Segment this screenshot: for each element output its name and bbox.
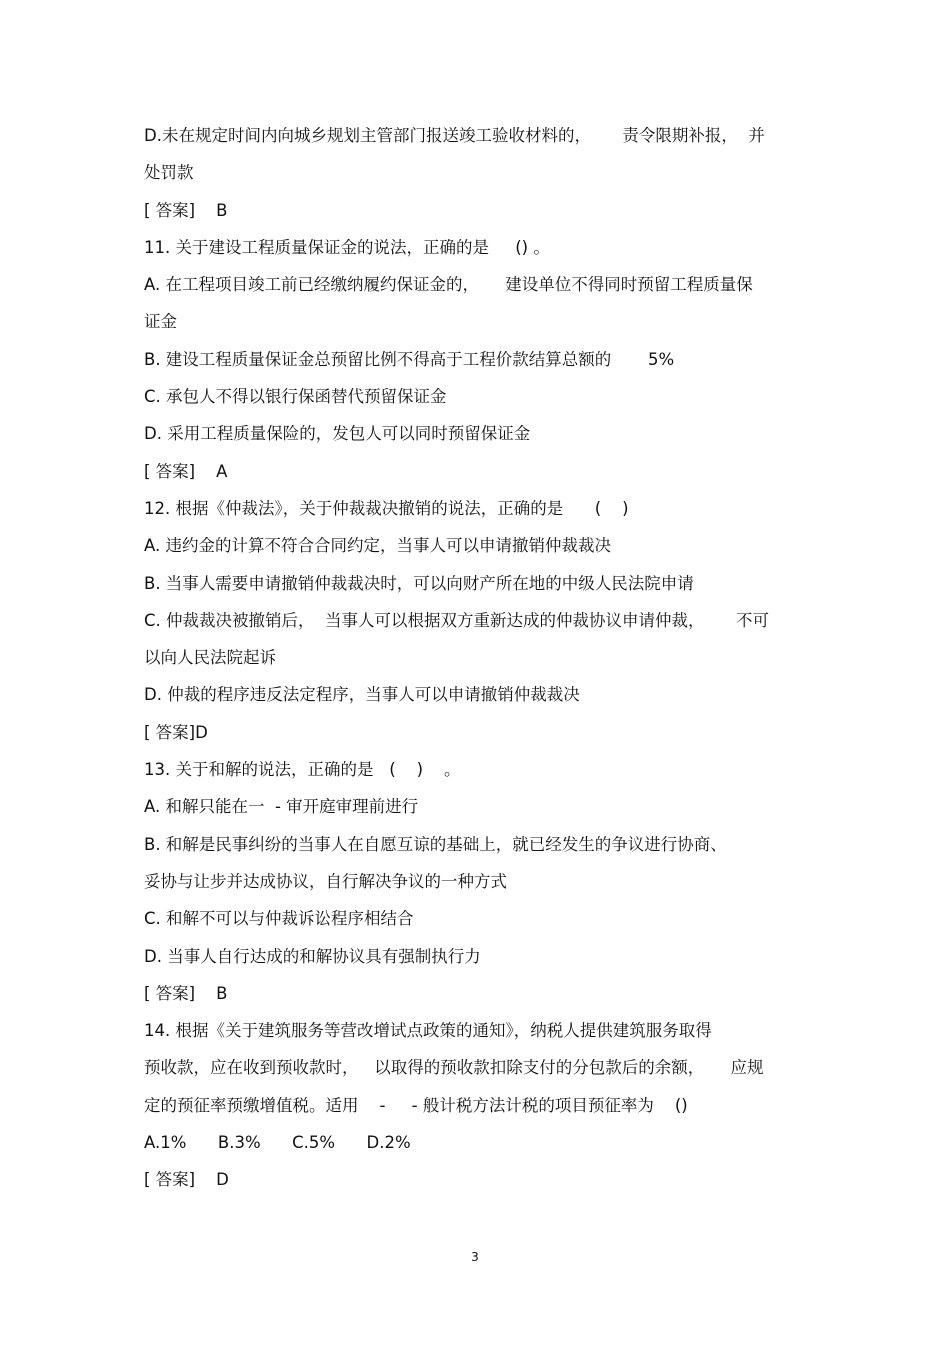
option-line: A.1% B.3% C.5% D.2%	[144, 1133, 411, 1153]
page-content	[144, 117, 824, 1199]
option-line: A. 和解只能在一 - 审开庭审理前进行	[144, 797, 419, 817]
question-line: 14. 根据《关于建筑服务等营改增试点政策的通知》，纳税人提供建筑服务取得	[144, 1021, 712, 1041]
option-line: A. 违约金的计算不符合合同约定，当事人可以申请撤销仲裁裁决	[144, 536, 611, 556]
option-line: A. 在工程项目竣工前已经缴纳履约保证金的， 建设单位不得同时预留工程质量保	[144, 275, 753, 295]
page-number: 3	[471, 1250, 479, 1264]
answer-line: [ 答案] A	[144, 461, 228, 481]
option-line: B. 当事人需要申请撤销仲裁裁决时，可以向财产所在地的中级人民法院申请	[144, 573, 694, 593]
answer-line: [ 答案] B	[144, 200, 228, 220]
option-line: B. 和解是民事纠纷的当事人在自愿互谅的基础上，就已经发生的争议进行协商、	[144, 834, 727, 854]
option-line: C. 承包人不得以银行保函替代预留保证金	[144, 387, 447, 407]
answer-line: [ 答案]D	[144, 722, 208, 742]
question-line: 12. 根据《仲裁法》，关于仲裁裁决撤销的说法，正确的是 ( )	[144, 498, 629, 518]
option-line: 证金	[144, 312, 177, 332]
question-line: 定的预征率预缴增值税。适用 - - 般计税方法计税的项目预征率为 ()	[144, 1095, 688, 1115]
option-line: C. 和解不可以与仲裁诉讼程序相结合	[144, 909, 414, 929]
question-line: 11. 关于建设工程质量保证金的说法，正确的是 () 。	[144, 237, 550, 257]
option-line: B. 建设工程质量保证金总预留比例不得高于工程价款结算总额的 5%	[144, 349, 675, 369]
option-line: D. 当事人自行达成的和解协议具有强制执行力	[144, 946, 481, 966]
option-line: 以向人民法院起诉	[144, 648, 276, 668]
option-line: D. 仲裁的程序违反法定程序，当事人可以申请撤销仲裁裁决	[144, 685, 580, 705]
answer-line: [ 答案] B	[144, 983, 228, 1003]
text-line: D.未在规定时间内向城乡规划主管部门报送竣工验收材料的， 责令限期补报， 并	[144, 126, 765, 145]
option-line: D. 采用工程质量保险的，发包人可以同时预留保证金	[144, 424, 531, 444]
question-line: 13. 关于和解的说法，正确的是 ( ) 。	[144, 760, 461, 780]
question-line: 预收款，应在收到预收款时， 以取得的预收款扣除支付的分包款后的余额， 应规	[144, 1058, 764, 1078]
option-line: 妥协与让步并达成协议，自行解决争议的一种方式	[144, 871, 507, 891]
option-line: C. 仲裁裁决被撤销后， 当事人可以根据双方重新达成的仲裁协议申请仲裁， 不可	[144, 610, 769, 630]
text-line: 处罚款	[144, 163, 194, 183]
answer-line: [ 答案] D	[144, 1170, 229, 1190]
